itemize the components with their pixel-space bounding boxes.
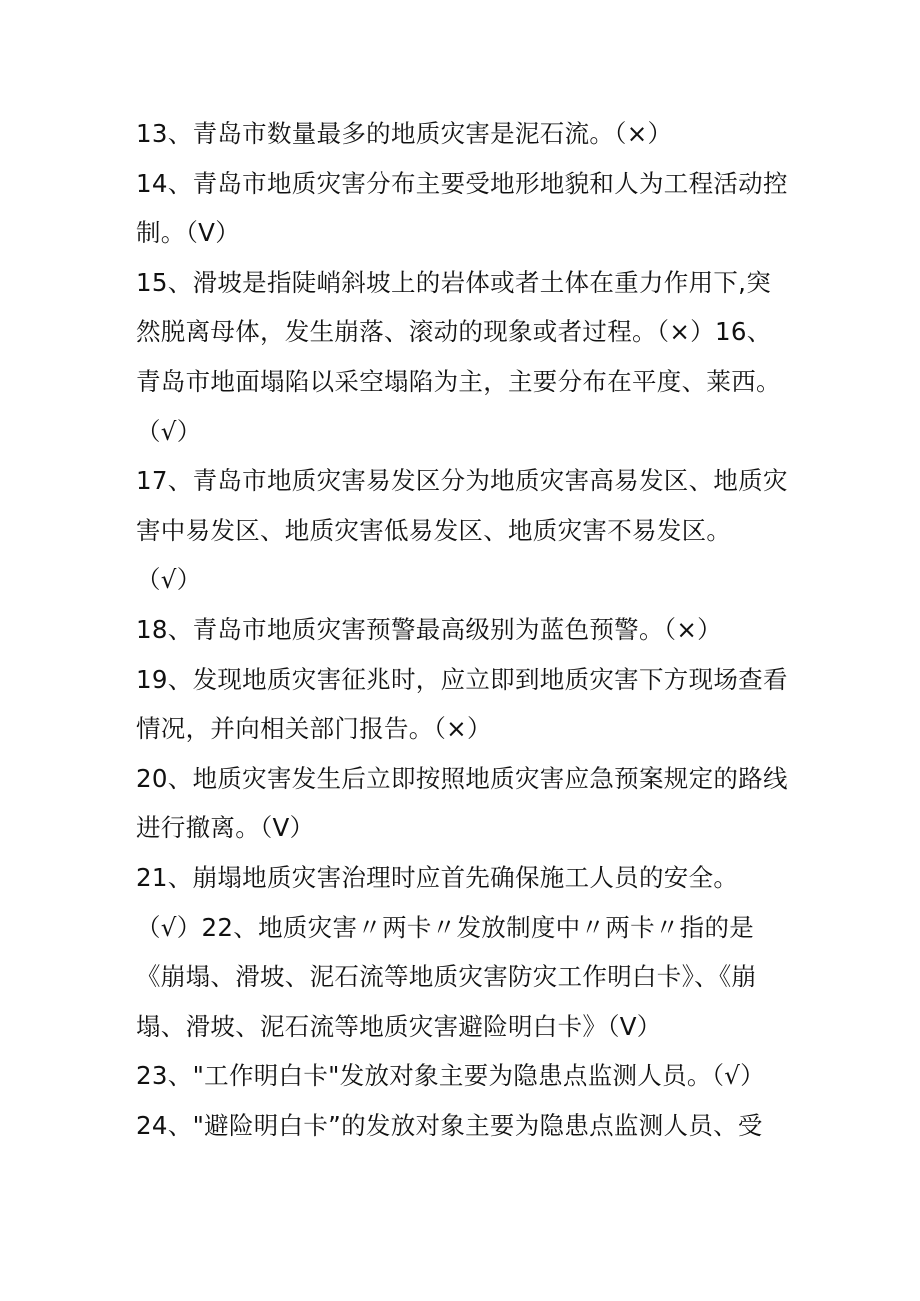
text-line: 15、滑坡是指陡峭斜坡上的岩体或者土体在重力作用下,突 — [136, 267, 772, 297]
text-line: （√）22、地质灾害〃两卡〃发放制度中〃两卡〃指的是 — [136, 912, 755, 942]
text-line: 情况，并向相关部门报告。（×） — [136, 714, 492, 744]
text-line: 制。（V） — [136, 218, 241, 248]
text-line: 19、发现地质灾害征兆时，应立即到地质灾害下方现场查看 — [136, 664, 788, 694]
text-line: 《崩塌、滑坡、泥石流等地质灾害防灾工作明白卡》、《崩 — [136, 962, 757, 992]
text-line: 13、青岛市数量最多的地质灾害是泥石流。（×） — [136, 119, 673, 148]
text-line: （√） — [136, 416, 202, 446]
document-body — [136, 109, 796, 1150]
text-line: 17、青岛市地质灾害易发区分为地质灾害高易发区、地质灾 — [136, 466, 788, 496]
text-line: 然脱离母体，发生崩落、滚动的现象或者过程。（×）16、 — [136, 317, 772, 347]
text-line: （√） — [136, 565, 202, 595]
text-line: 21、崩塌地质灾害治理时应首先确保施工人员的安全。 — [136, 862, 739, 892]
text-line: 18、青岛市地质灾害预警最高级别为蓝色预警。（×） — [136, 614, 722, 644]
text-line: 青岛市地面塌陷以采空塌陷为主，主要分布在平度、莱西。 — [136, 366, 781, 396]
text-line: 塌、滑坡、泥石流等地质灾害避险明白卡》（V） — [136, 1011, 662, 1041]
text-line: 23、"工作明白卡"发放对象主要为隐患点监测人员。（√） — [136, 1061, 765, 1091]
text-line: 14、青岛市地质灾害分布主要受地形地貌和人为工程活动控 — [136, 168, 788, 198]
text-line: 进行撤离。（V） — [136, 813, 315, 843]
text-line: 24、"避险明白卡”的发放对象主要为隐患点监测人员、受 — [136, 1110, 763, 1140]
text-line: 害中易发区、地质灾害低易发区、地质灾害不易发区。 — [136, 515, 732, 545]
text-line: 20、地质灾害发生后立即按照地质灾害应急预案规定的路线 — [136, 763, 788, 793]
